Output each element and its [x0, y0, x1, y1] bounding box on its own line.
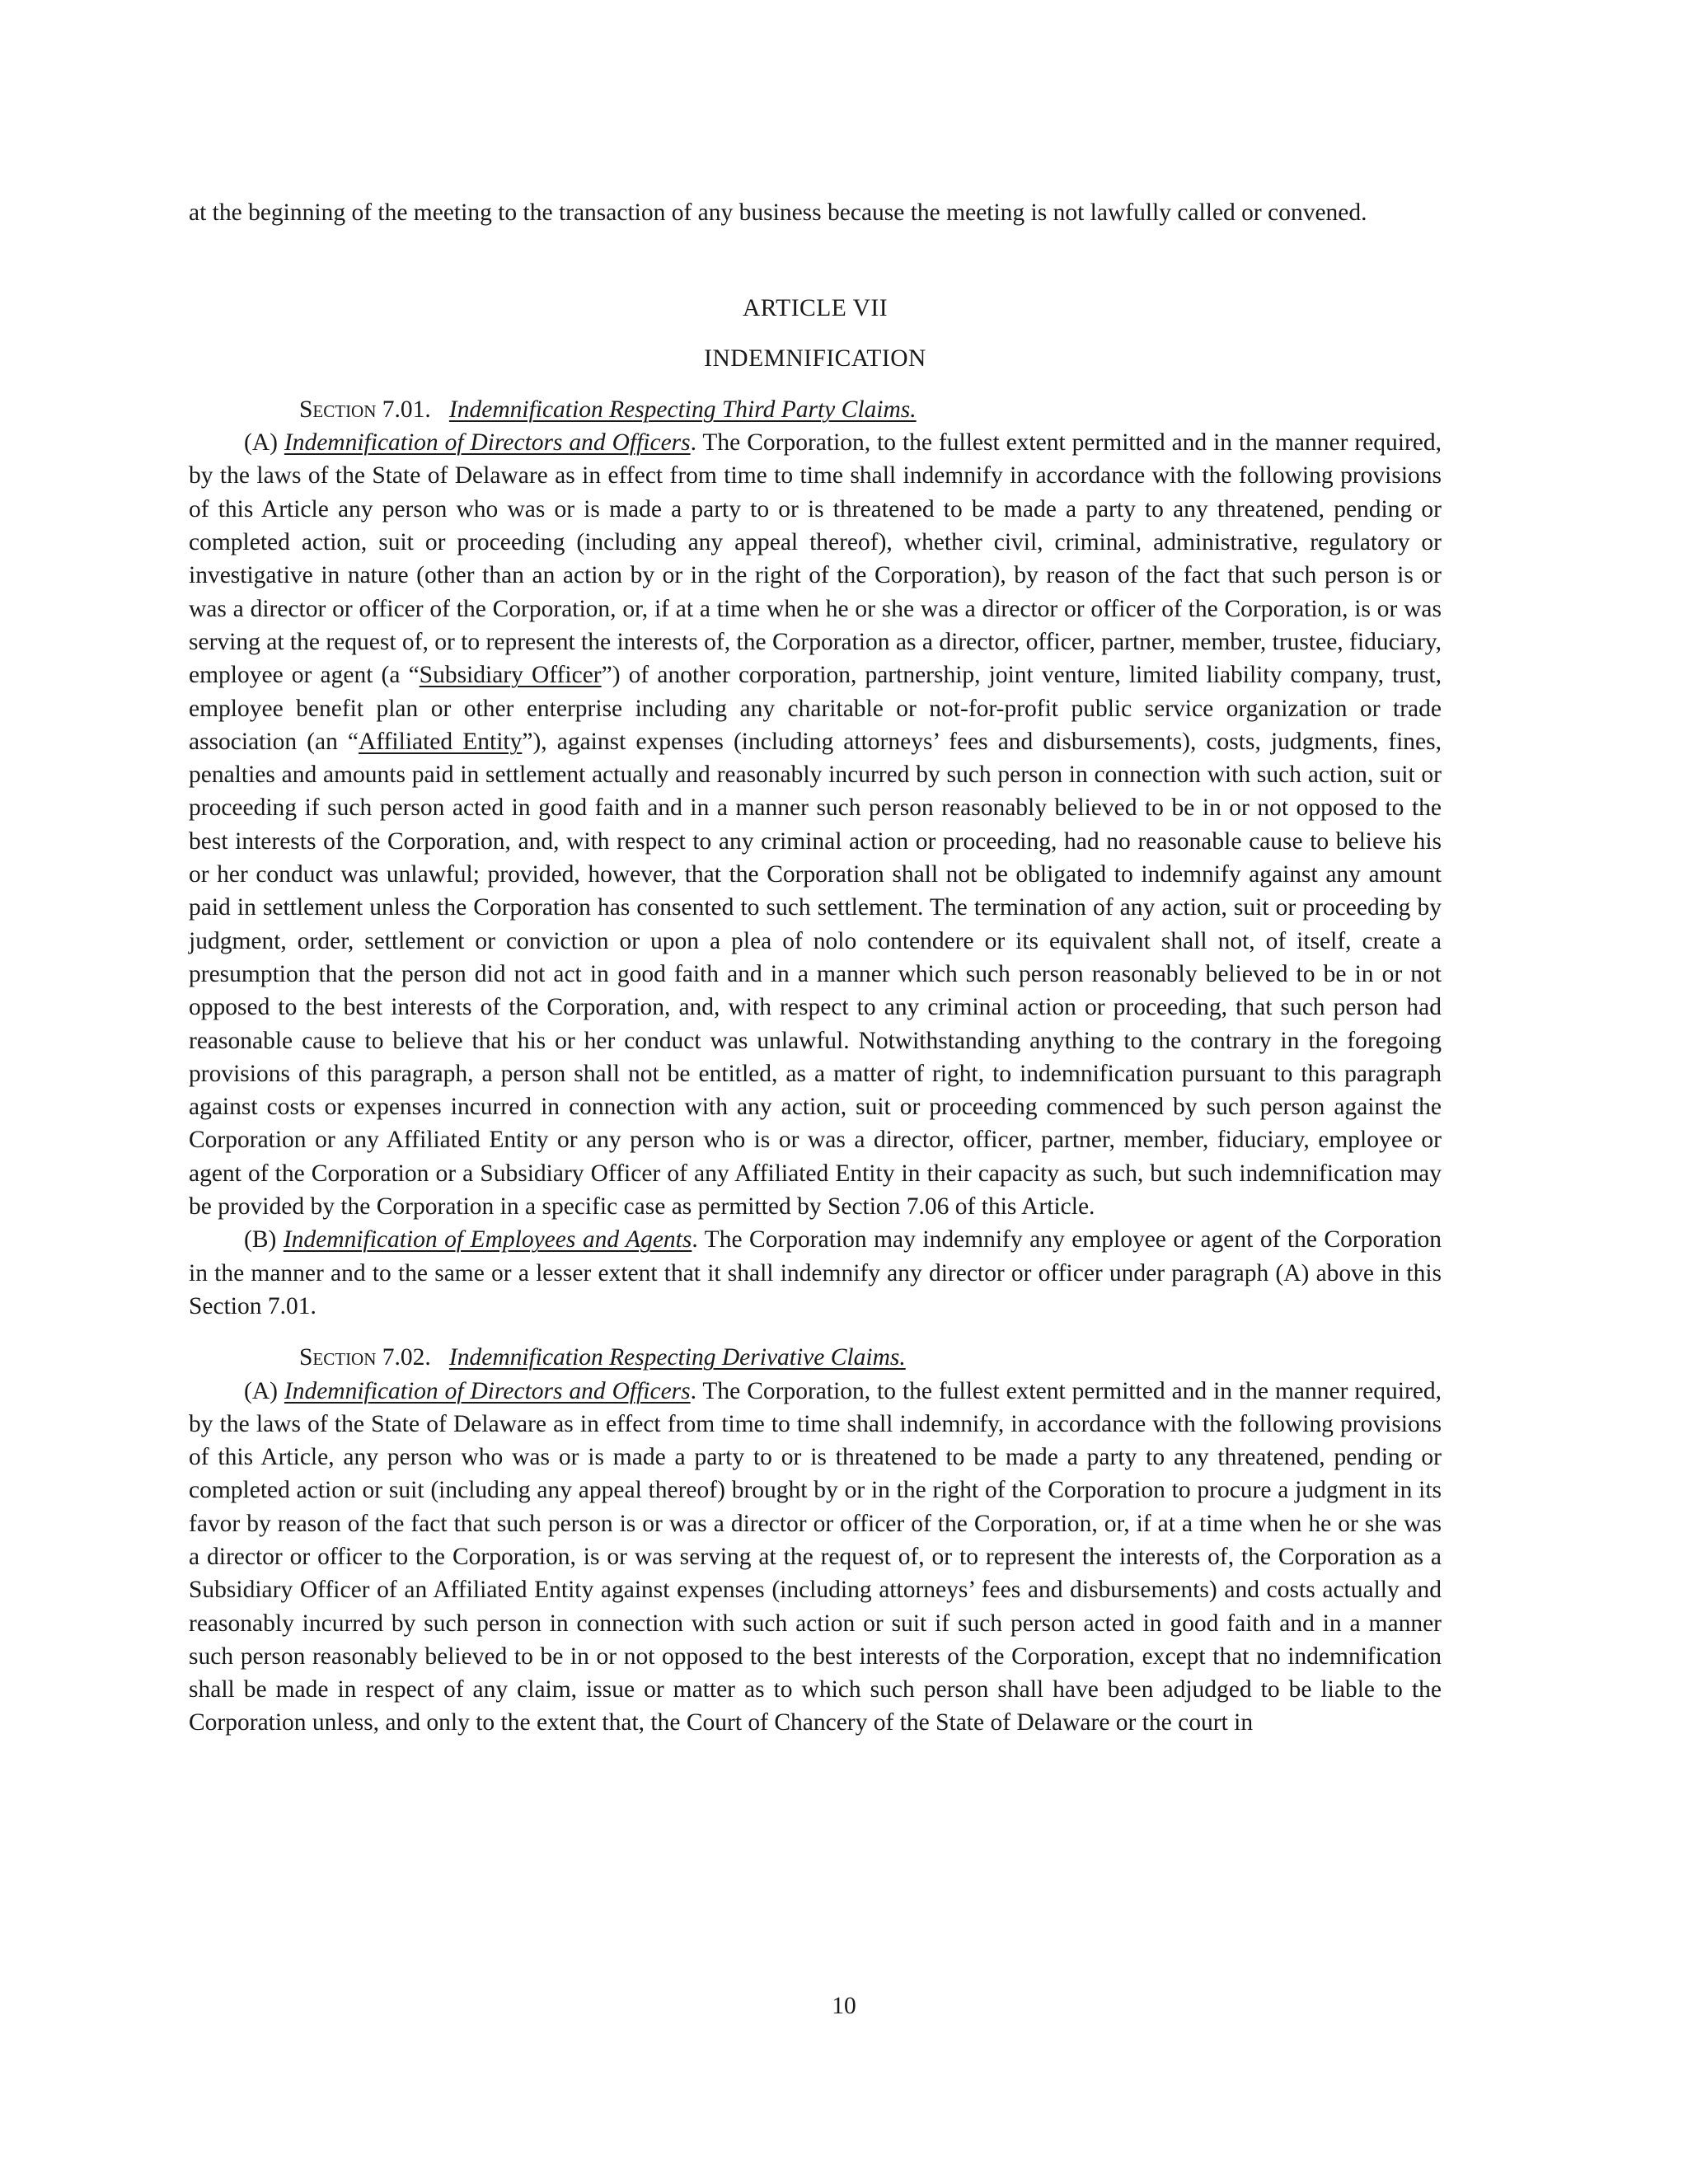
section-7-01-paragraph-a [189, 426, 1442, 1223]
paragraph-text: . The Corporation, to the fullest extent permitted and in the manner required, by the laws of the State of Delaware as in effect from time to time shall indemnify in accordance with the following provisions of this Article any person who was or is made a party to or is threatened to be made a party to any threatened, pending or completed action, suit or proceeding (including any appeal thereof), whether civil, criminal, administrative, regulatory or investigative in nature (other than an action by or in the right of the Corporation), by reason of the fact that such person is or was a director or officer of the Corporation, or, if at a time when he or she was a director or officer of the Corporation, is or was serving at the request of, or to represent the interests of, the Corporation as a director, officer, partner, member, trustee, fiduciary, employee or agent (a “ [189, 429, 1442, 689]
continuation-paragraph: at the beginning of the meeting to the transaction of any business because the meeting is not lawfully called or convened. [189, 199, 1367, 226]
defined-term-affiliated-entity: Affiliated Entity [359, 728, 523, 755]
paragraph-heading: Indemnification of Directors and Officers [284, 1377, 691, 1404]
section-7-01-heading [189, 393, 1442, 426]
paragraph-marker: (B) [244, 1226, 277, 1254]
section-label: Section [299, 1344, 377, 1371]
section-number: 7.02. [382, 1344, 431, 1371]
section-7-01-paragraph-b [189, 1223, 1442, 1323]
section-7-02-heading [189, 1341, 1442, 1374]
page-content [189, 196, 1442, 1740]
paragraph-marker: (A) [244, 1377, 278, 1404]
section-label: Section [299, 396, 377, 423]
defined-term-subsidiary-officer: Subsidiary Officer [419, 662, 602, 689]
section-title: Indemnification Respecting Third Party Claims. [448, 396, 917, 423]
paragraph-text: . The Corporation may indemnify any employee or agent of the Corporation in the manner and to the same or a lesser extent that it shall indemnify any director or officer under paragraph (A) above in this Section 7.01. [189, 1226, 1442, 1319]
section-title: Indemnification Respecting Derivative Claims. [448, 1344, 906, 1371]
article-title: INDEMNIFICATION [704, 344, 926, 372]
paragraph-text: ”) of another corporation, partnership, joint venture, limited liability company, trust, employee benefit plan or other enterprise including any charitable or not-for-profit public service organization or trade association (an “ [189, 662, 1442, 755]
paragraph-heading: Indemnification of Employees and Agents [283, 1226, 692, 1254]
paragraph-heading: Indemnification of Directors and Officers [284, 429, 691, 457]
paragraph-text: . The Corporation, to the fullest extent permitted and in the manner required, by the laws of the State of Delaware as in effect from time to time shall indemnify, in accordance with the following provisions of this Article, any person who was or is made a party to or is threatened to be made a party to any threatened, pending or completed action or suit (including any appeal thereof) brought by or in the right of the Corporation to procure a judgment in its favor by reason of the fact that such person is or was a director or officer of the Corporation, or, if at a time when he or she was a director or officer to the Corporation, is or was serving at the request of, or to represent the interests of, the Corporation as a Subsidiary Officer of an Affiliated Entity against expenses (including attorneys’ fees and disbursements) and costs actually and reasonably incurred by such person in connection with such action or suit if such person acted in good faith and in a manner such person reasonably believed to be in or not opposed to the best interests of the Corporation, except that no indemnification shall be made in respect of any claim, issue or matter as to which such person shall have been adjudged to be liable to the Corporation unless, and only to the extent that, the Court of Chancery of the State of Delaware or the court in [189, 1377, 1442, 1736]
paragraph-marker: (A) [244, 429, 278, 457]
paragraph-text: ”), against expenses (including attorneys’ fees and disbursements), costs, judgments, fines, penalties and amounts paid in settlement actually and reasonably incurred by such person in connection with such action, suit or proceeding if such person acted in good faith and in a manner such person reasonably believed to be in or not opposed to the best interests of the Corporation, and, with respect to any criminal action or proceeding, had no reasonable cause to believe his or her conduct was unlawful; provided, however, that the Corporation shall not be obligated to indemnify against any amount paid in settlement unless the Corporation has consented to such settlement. The termination of any action, suit or proceeding by judgment, order, settlement or conviction or upon a plea of nolo contendere or its equivalent shall not, of itself, create a presumption that the person did not act in good faith and in a manner which such person reasonably believed to be in or not opposed to the best interests of the Corporation, and, with respect to any criminal action or proceeding, that such person had reasonable cause to believe that his or her conduct was unlawful. Notwithstanding anything to the contrary in the foregoing provisions of this paragraph, a person shall not be entitled, as a matter of right, to indemnification pursuant to this paragraph against costs or expenses incurred in connection with any action, suit or proceeding commenced by such person against the Corporation or any Affiliated Entity or any person who is or was a director, officer, partner, member, fiduciary, employee or agent of the Corporation or a Subsidiary Officer of any Affiliated Entity in their capacity as such, but such indemnification may be provided by the Corporation in a specific case as permitted by Section 7.06 of this Article. [189, 728, 1442, 1221]
page-number: 10 [832, 1993, 856, 2019]
article-number: ARTICLE VII [742, 295, 889, 322]
section-7-02-paragraph-a [189, 1375, 1442, 1740]
section-number: 7.01. [382, 396, 431, 423]
